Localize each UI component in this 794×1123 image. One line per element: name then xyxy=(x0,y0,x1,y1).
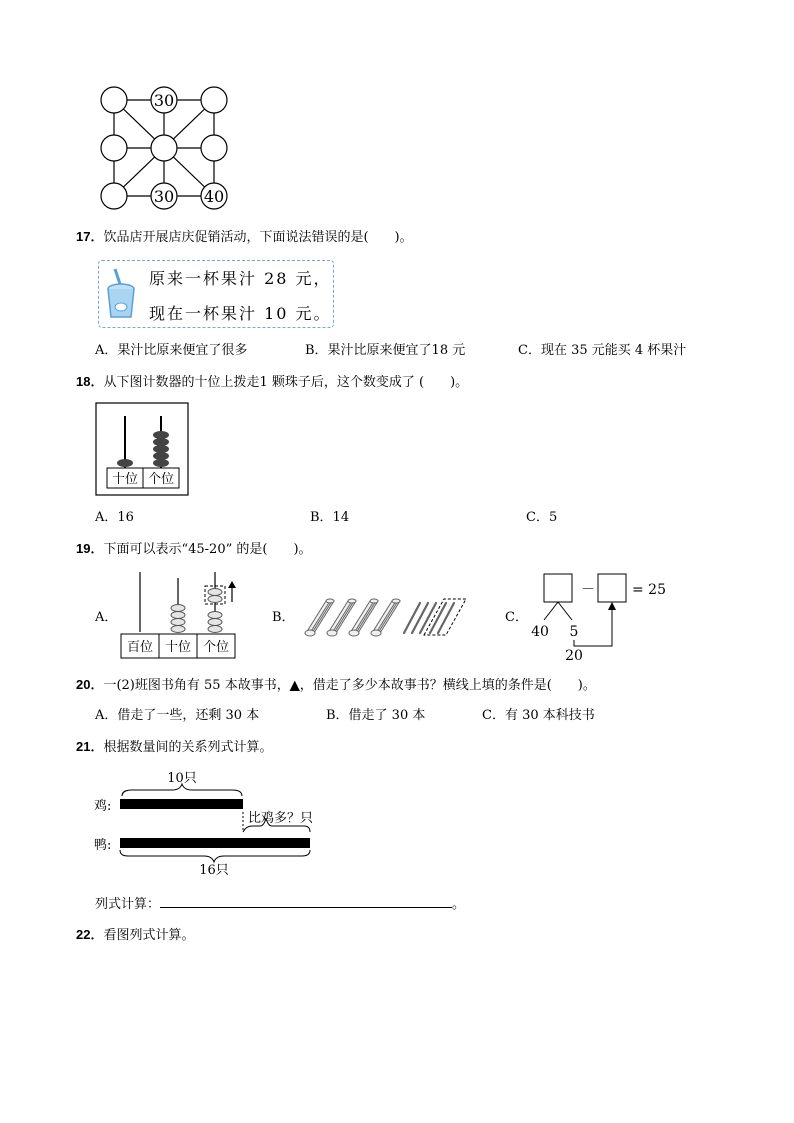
bead xyxy=(171,619,185,626)
single-stick xyxy=(412,603,428,633)
q19-option-a-label[interactable]: A． xyxy=(95,610,118,625)
grid-circle xyxy=(101,87,127,113)
abacus-label-tens: 十位 xyxy=(111,472,139,487)
single-stick xyxy=(438,603,454,633)
question-text-before: 一(2)班图书角有 55 本故事书， xyxy=(103,678,290,693)
q20-option-c[interactable]: C．有 30 本科技书 xyxy=(482,708,595,723)
bead xyxy=(171,605,185,612)
q18-option-c[interactable]: C．5 xyxy=(526,510,558,525)
question-text: 饮品店开展店庆促销活动，下面说法错误的是( )。 xyxy=(103,230,413,245)
single-stick xyxy=(404,603,420,633)
difference-label: 比鸡多？只 xyxy=(248,811,314,826)
bead xyxy=(171,612,185,619)
bead xyxy=(153,445,169,453)
question-19 xyxy=(76,540,312,559)
up-arrow-icon xyxy=(608,602,616,610)
abacus-label-ones: 个位 xyxy=(202,640,230,655)
question-number: 19． xyxy=(76,541,104,556)
split-left-value: 40 xyxy=(531,624,549,640)
bead xyxy=(208,612,222,619)
answer-prefix: 列式计算： xyxy=(95,897,161,912)
q20-option-b[interactable]: B．借走了 30 本 xyxy=(326,708,426,723)
bead xyxy=(153,452,169,460)
bead xyxy=(171,626,185,633)
grid-circle xyxy=(201,87,227,113)
split-right-value: 5 xyxy=(569,624,579,640)
eq-minus-sign: － xyxy=(581,582,595,598)
top-value-label: 10只 xyxy=(167,771,197,786)
bead xyxy=(117,459,133,467)
question-text: 看图列式计算。 xyxy=(103,928,195,943)
question-20 xyxy=(76,676,596,695)
promo-sign xyxy=(98,260,334,328)
abacus-three-place xyxy=(118,568,240,662)
question-text: 根据数量间的关系列式计算。 xyxy=(103,740,273,755)
q20-option-a[interactable]: A．借走了一些，还剩 30 本 xyxy=(95,708,260,723)
answer-line-row xyxy=(95,893,465,914)
bead xyxy=(208,626,222,633)
q19-option-c-label[interactable]: C． xyxy=(505,610,528,625)
question-22 xyxy=(76,926,194,945)
duck-label: 鸭: xyxy=(94,838,112,853)
line-segment-diagram xyxy=(92,766,342,878)
abacus-label-ones: 个位 xyxy=(147,472,175,487)
grid-circle xyxy=(151,135,177,161)
chicken-bar xyxy=(120,799,243,809)
eq-result: = 25 xyxy=(632,582,666,598)
question-text: 从下图计数器的十位上拨走1 颗珠子后，这个数变成了 ( )。 xyxy=(103,375,469,390)
grid-circle xyxy=(101,135,127,161)
question-18 xyxy=(76,373,468,392)
bead xyxy=(208,619,222,626)
question-text-after: ，借走了多少本故事书？横线上填的条件是( )。 xyxy=(299,678,596,693)
q17-option-c[interactable]: C．现在 35 元能买 4 杯果汁 xyxy=(518,343,687,358)
grid-value-top: 30 xyxy=(153,91,175,110)
q18-option-a[interactable]: A．16 xyxy=(95,510,134,525)
chicken-label: 鸡: xyxy=(94,799,112,814)
circle-grid-puzzle xyxy=(96,84,236,212)
abacus-label-hundreds: 百位 xyxy=(126,640,154,655)
sign-line-1: 原来一杯果汁 28 元， xyxy=(149,269,332,288)
q19-option-b-label[interactable]: B． xyxy=(272,610,295,625)
question-text: 下面可以表示“45-20” 的是( )。 xyxy=(103,542,312,557)
bead xyxy=(208,589,222,596)
grid-value-bottom-right: 40 xyxy=(203,187,225,206)
question-21 xyxy=(76,738,272,757)
bead xyxy=(153,459,169,467)
bead xyxy=(153,438,169,446)
duck-bar xyxy=(120,838,310,848)
question-number: 17． xyxy=(76,229,104,244)
answer-suffix: 。 xyxy=(452,897,466,912)
q18-option-b[interactable]: B．14 xyxy=(310,510,350,525)
up-arrow-icon xyxy=(228,581,236,588)
question-number: 21． xyxy=(76,739,104,754)
question-number: 18． xyxy=(76,374,104,389)
answer-blank[interactable] xyxy=(160,893,452,908)
question-number: 20． xyxy=(76,677,104,692)
bead xyxy=(153,431,169,439)
question-number: 22． xyxy=(76,927,104,942)
q17-option-a[interactable]: A．果汁比原来便宜了很多 xyxy=(95,343,248,358)
bottom-value-label: 16只 xyxy=(199,863,229,878)
abacus-label-tens: 十位 xyxy=(164,640,192,655)
juice-cup-icon xyxy=(103,265,139,323)
triangle-mark-icon: ▲ xyxy=(289,678,300,693)
abacus-two-place xyxy=(95,402,191,498)
q17-option-b[interactable]: B．果汁比原来便宜了18 元 xyxy=(305,343,466,358)
grid-value-bottom-center: 30 xyxy=(153,187,175,206)
bead xyxy=(208,596,222,603)
bracket-value: 20 xyxy=(565,648,583,662)
grid-circle xyxy=(101,183,127,209)
split-equation-diagram xyxy=(526,570,666,662)
grid-circle xyxy=(201,135,227,161)
stick-bundles xyxy=(300,595,468,639)
sign-line-2: 现在一杯果汁 10 元。 xyxy=(149,304,332,323)
question-17 xyxy=(76,228,413,247)
